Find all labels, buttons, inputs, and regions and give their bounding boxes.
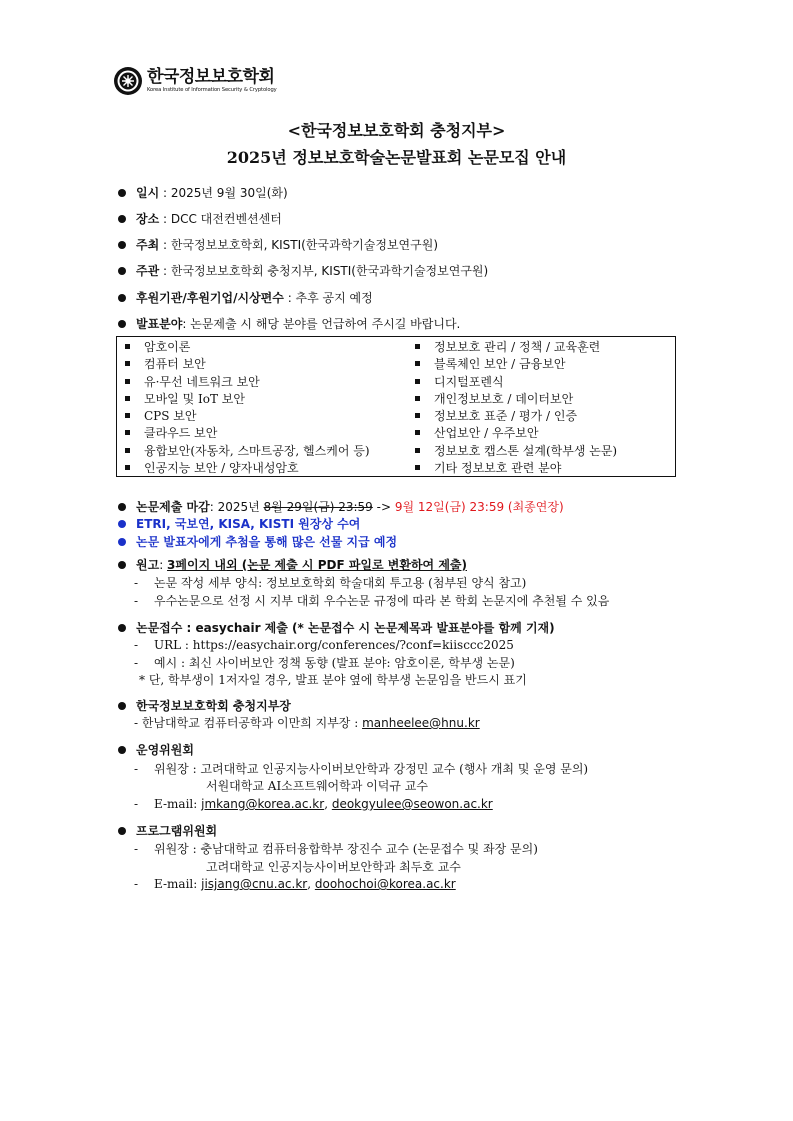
- info-sponsor: 후원기관/후원기업/시상편수 : 추후 공지 예정: [118, 289, 373, 307]
- topic-item: 클라우드 보안: [125, 425, 370, 442]
- info-host: 주최 : 한국정보보호학회, KISTI(한국과학기술정보연구원): [118, 236, 438, 254]
- info-field: 발표분야: 논문제출 시 해당 분야를 언급하여 주시길 바랍니다.: [118, 315, 460, 333]
- program-committee-title: 프로그램위원회: [118, 822, 217, 840]
- topic-item: 개인정보보호 / 데이터보안: [415, 391, 617, 408]
- bullet-icon: [118, 189, 126, 197]
- topic-item: 모바일 및 IoT 보안: [125, 391, 370, 408]
- logo-name-ko: 한국정보보호학회: [147, 66, 275, 87]
- email-link[interactable]: jisjang@cnu.ac.kr: [201, 877, 308, 891]
- bullet-icon: [118, 241, 126, 249]
- info-organizer: 주관 : 한국정보보호학회 충청지부, KISTI(한국과학기술정보연구원): [118, 262, 488, 280]
- topic-item: 디지털포렌식: [415, 374, 617, 391]
- submission-line: 논문접수 : easychair 제출 (* 논문접수 시 논문제목과 발표분야를 함께 기재): [118, 619, 555, 637]
- topic-item: 유·무선 네트워크 보안: [125, 374, 370, 391]
- bullet-icon: [118, 520, 126, 528]
- manuscript-line: 원고: 3페이지 내외 (논문 제출 시 PDF 파일로 변환하여 제출): [118, 556, 467, 574]
- topic-item: CPS 보안: [125, 408, 370, 425]
- bullet-icon: [118, 702, 126, 710]
- topic-item: 융합보안(자동차, 스마트공장, 헬스케어 등): [125, 443, 370, 460]
- topic-item: 산업보안 / 우주보안: [415, 425, 617, 442]
- society-seal-icon: [113, 66, 143, 96]
- program-committee-email: - E-mail: jisjang@cnu.ac.kr, doohochoi@korea.ac.kr: [134, 877, 456, 891]
- society-logo: [113, 64, 277, 98]
- bullet-icon: [118, 267, 126, 275]
- email-link[interactable]: jmkang@korea.ac.kr: [201, 797, 325, 811]
- topic-item: 기타 정보보호 관련 분야: [415, 460, 617, 477]
- title-line-2: 2025년 정보보호학술논문발표회 논문모집 안내: [226, 148, 567, 167]
- org-committee-email: - E-mail: jmkang@korea.ac.kr, deokgyulee@seowon.ac.kr: [134, 797, 493, 811]
- branch-head-email[interactable]: manheelee@hnu.kr: [362, 716, 480, 730]
- bullet-icon: [118, 827, 126, 835]
- topics-left: [125, 339, 370, 477]
- topic-item: 암호이론: [125, 339, 370, 356]
- notice-gift: 논문 발표자에게 추첨을 통해 많은 선물 지급 예정: [118, 533, 397, 551]
- info-venue: 장소 : DCC 대전컨벤션센터: [118, 210, 282, 228]
- manuscript-item: - 우수논문으로 선정 시 지부 대회 우수논문 규정에 따라 본 학회 논문지에 추천될 수 있음: [134, 594, 610, 608]
- bullet-icon: [118, 538, 126, 546]
- org-committee-chair1: - 위원장 : 고려대학교 인공지능사이버보안학과 강정민 교수 (행사 개최 및 운영 문의): [134, 762, 589, 776]
- bullet-icon: [118, 561, 126, 569]
- old-deadline: 8월 29일(금) 23:59: [263, 500, 373, 514]
- bullet-icon: [118, 320, 126, 328]
- email-link[interactable]: doohochoi@korea.ac.kr: [314, 877, 456, 891]
- logo-name-en: Korea Institute of Information Security & Cryptology: [147, 86, 277, 93]
- topic-item: 정보보호 표준 / 평가 / 인증: [415, 408, 617, 425]
- submission-note: * 단, 학부생이 1저자일 경우, 발표 분야 옆에 학부생 논문임을 반드시 표기: [139, 673, 527, 687]
- new-deadline: 9월 12일(금) 23:59 (최종연장): [394, 500, 564, 514]
- bullet-icon: [118, 294, 126, 302]
- topic-item: 정보보호 관리 / 정책 / 교육훈련: [415, 339, 617, 356]
- title-line-1: <한국정보보호학회 충청지부>: [287, 121, 506, 140]
- org-committee-title: 운영위원회: [118, 741, 194, 759]
- submission-url[interactable]: - URL : https://easychair.org/conferences/?conf=kiisccc2025: [134, 638, 514, 652]
- topic-item: 컴퓨터 보안: [125, 356, 370, 373]
- topics-right: [415, 339, 617, 477]
- topic-item: 정보보호 캡스톤 설계(학부생 논문): [415, 443, 617, 460]
- info-date: 일시 : 2025년 9월 30일(화): [118, 184, 288, 202]
- email-link[interactable]: deokgyulee@seowon.ac.kr: [331, 797, 493, 811]
- bullet-icon: [118, 624, 126, 632]
- branch-head-line: - 한남대학교 컴퓨터공학과 이만희 지부장 : manheelee@hnu.kr: [134, 716, 480, 730]
- bullet-icon: [118, 746, 126, 754]
- bullet-icon: [118, 503, 126, 511]
- deadline-line: 논문제출 마감: 2025년 8월 29일(금) 23:59 -> 9월 12일(금) 23:59 (최종연장): [118, 498, 564, 516]
- topic-item: 인공지능 보안 / 양자내성암호: [125, 460, 370, 477]
- org-committee-chair2: 서원대학교 AI소프트웨어학과 이덕규 교수: [206, 779, 428, 793]
- bullet-icon: [118, 215, 126, 223]
- topic-item: 블록체인 보안 / 금융보안: [415, 356, 617, 373]
- submission-example: - 예시 : 최신 사이버보안 정책 동향 (발표 분야: 암호이론, 학부생 논문): [134, 656, 515, 670]
- program-committee-chair2: 고려대학교 인공지능사이버보안학과 최두호 교수: [206, 860, 461, 874]
- program-committee-chair1: - 위원장 : 충남대학교 컴퓨터융합학부 장진수 교수 (논문접수 및 좌장 문의): [134, 842, 538, 856]
- manuscript-item: - 논문 작성 세부 양식: 정보보호학회 학술대회 투고용 (첨부된 양식 참고): [134, 576, 527, 590]
- notice-award: ETRI, 국보연, KISA, KISTI 원장상 수여: [118, 515, 360, 533]
- topics-box: [116, 336, 676, 477]
- branch-head-title: 한국정보보호학회 충청지부장: [118, 697, 291, 715]
